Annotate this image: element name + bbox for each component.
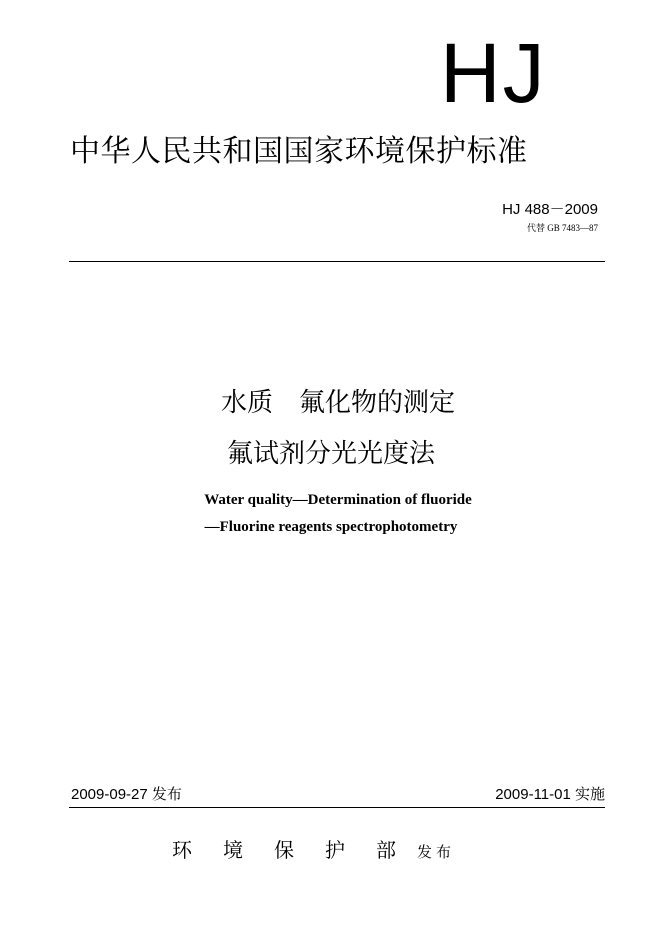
footer-divider [69, 807, 605, 808]
standard-category-title: 中华人民共和国国家环境保护标准 [70, 134, 528, 169]
publisher-line [172, 836, 512, 866]
publisher-name: 环境保护部 [172, 838, 427, 862]
standard-number: HJ 488－2009 [502, 201, 598, 218]
chinese-title-line-1: 水质 氟化物的测定 [220, 388, 455, 418]
publisher-suffix: 发布 [417, 843, 456, 861]
chinese-title-line-2: 氟试剂分光光度法 [226, 439, 435, 469]
header-divider [69, 261, 605, 262]
replaced-standard-note: 代替 GB 7483—87 [526, 223, 598, 233]
english-title-line-2: —Fluorine reagents spectrophotometry [204, 519, 458, 535]
effective-date: 2009-11-01 实施 [495, 786, 605, 803]
issue-date: 2009-09-27 发布 [71, 786, 182, 803]
english-title-line-1: Water quality—Determination of fluoride [204, 492, 472, 508]
standard-mark: HJ [440, 26, 547, 120]
